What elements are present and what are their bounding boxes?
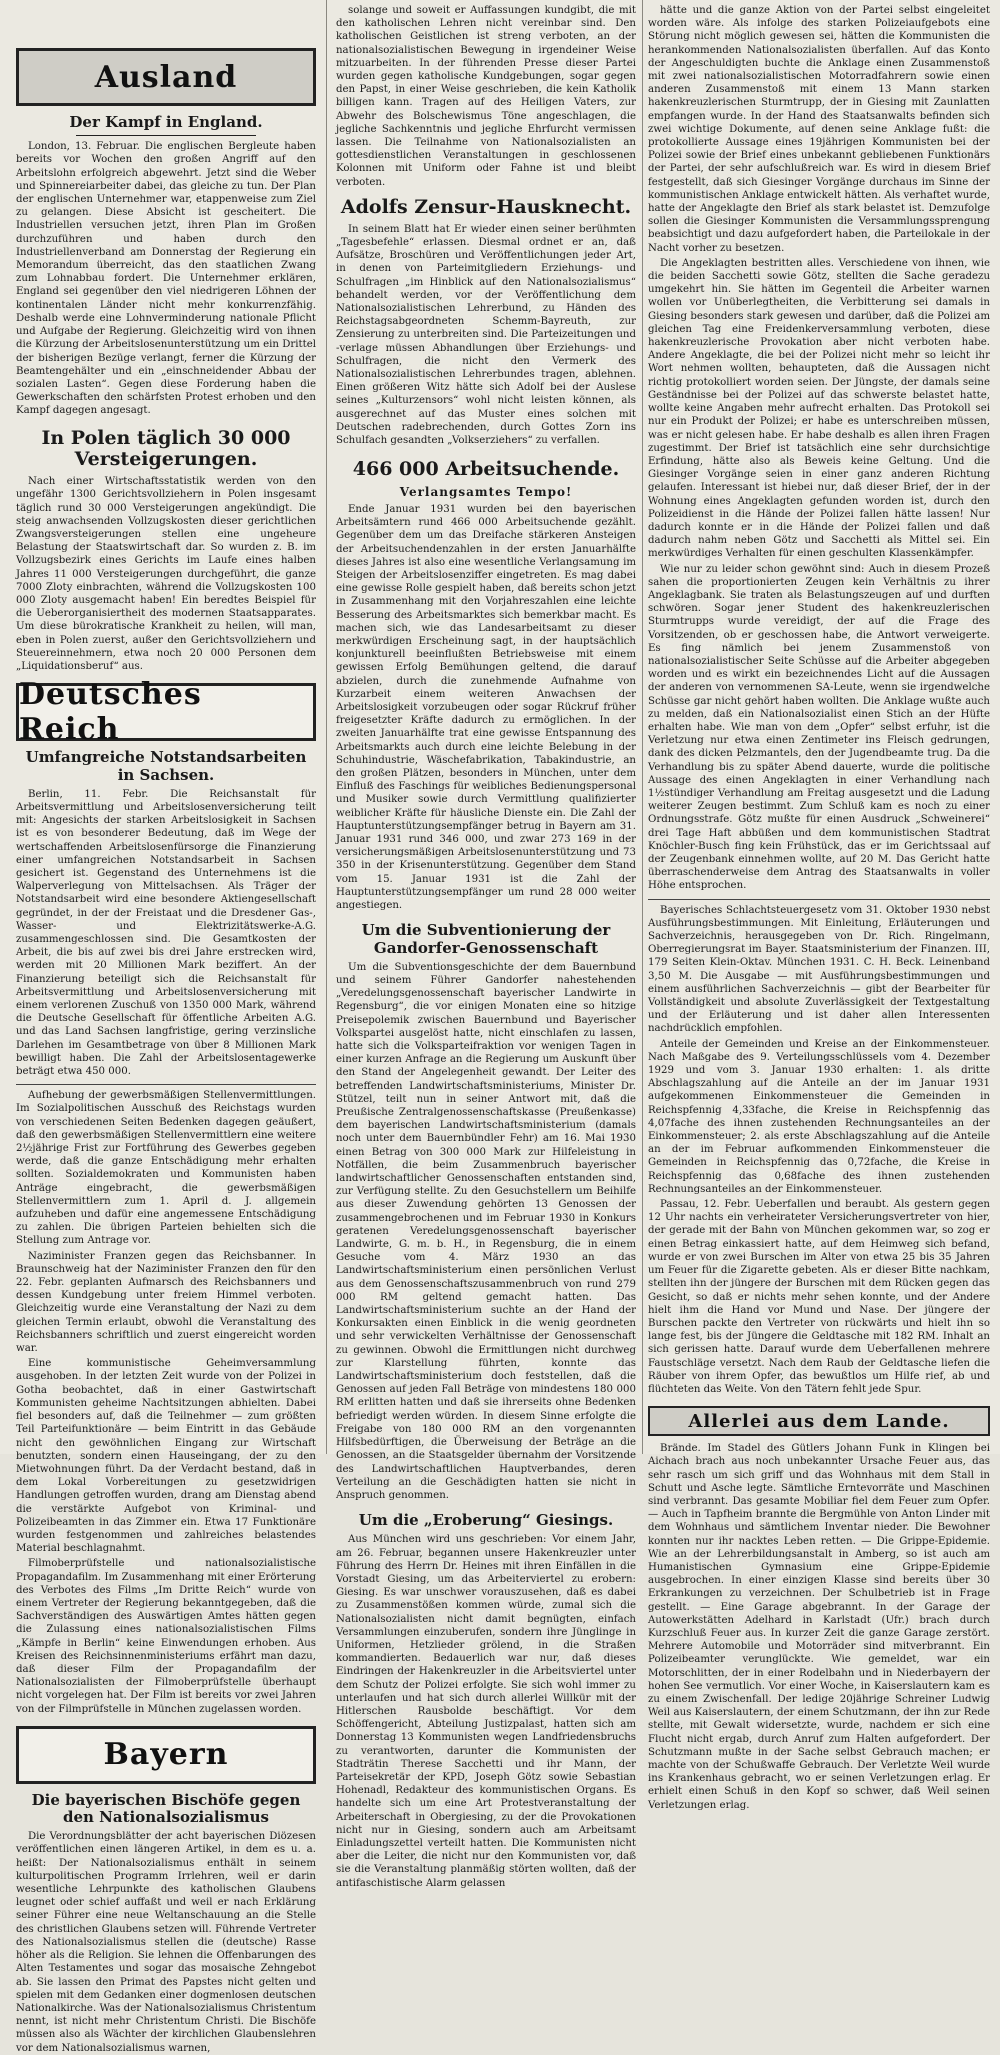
article-body: Aufhebung der gewerbsmäßigen Stellenvermittlungen. Im Sozialpolitischen Ausschuß des Reichstags wurden von verschiedenen Seiten Bedenken dagegen geäußert, daß den gewerbsmäßigen Stellenvermittlern eine weitere 2½jährige Frist zur Fortführung des Gewerbes gegeben werde, daß die ganze Entschädigung mehr erhalten sollten. Sozialdemokraten und Kommunisten haben Anträge eingebracht, die gewerbsmäßigen Stellenvermittlern zum 1. April d. J. allgemein aufzuheben und dafür eine angemessene Entschädigung zu zahlen. Die übrigen Parteien behielten sich die Stellung zum Antrage vor. [16,1090,316,1247]
section-header-ausland [16,48,316,106]
column-1 [16,0,316,2054]
article-body: Die Verordnungsblätter der acht bayerischen Diözesen veröffentlichen einen längeren Artikel, in dem es u. a. heißt: Der Nationalsozialismus enthält in seinem kulturpolitischen Programm Irrlehren, weil er darin wesentliche Lehrpunkte des katholischen Glaubens leugnet oder schief auffaßt und weil er nach Erklärung seiner Führer eine neue Weltanschauung an die Stelle des christlichen Glaubens setzen will. Führende Vertreter des Nationalsozialismus stellen die (deutsche) Rasse höher als die Religion. Sie lehnen die Offenbarungen des Alten Testamentes und sogar das mosaische Zehngebot ab. Sie lassen den Primat des Papstes nicht gelten und spielen mit dem Gedanken einer dogmenlosen deutschen Nationalkirche. Was der Nationalsozialismus Christentum nennt, ist nicht mehr Christentum Christi. Die Bischöfe müssen also als Wächter der kirchlichen Glaubenslehren vor dem Nationalsozialismus warnen, [16,1831,316,2054]
article-body: Anteile der Gemeinden und Kreise an der Einkommensteuer. Nach Maßgabe des 9. Verteilungsschlüssels vom 4. Dezember 1929 und vom 3. Januar 1930 erhalten: 1. als dritte Abschlagszahlung auf die Anteile an der im Januar 1931 aufgekommenen Einkommensteuer die Gemeinden in Reichspfennig 4,33fache, die Kreise in Reichspfennig das 4,07fache des ihnen zustehenden Rechnungsanteiles an der Einkommensteuer; 2. als erste Abschlagszahlung auf die Anteile an der im Februar aufkommenden Einkommensteuer die Gemeinden in Reichspfennig das 0,72fache, die Kreise in Reichspfennig das 0,68fache des ihnen zustehenden Rechnungsanteiles an der Einkommensteuer. [648,1038,990,1195]
section-title: Bayern [103,1737,229,1773]
article-body: Aus München wird uns geschrieben: Vor einem Jahr, am 26. Februar, begannen unsere Hakenkreuzler unter Führung des Herrn Dr. Heines mit ihren Einfällen in die Vorstadt Giesing, um das Arbeiterviertel zu erobern: Giesing. Es war unschwer vorauszusehen, daß es dabei zu Zusammenstößen kommen würde, zumal sich die Nationalsozialisten nicht damit begnügten, einfach Versammlungen einzuberufen, sondern ihre Jünglinge in Uniformen, Hetzlieder grölend, in die Straßen kommandierten. Bedauerlich war nur, daß dieses Eindringen der Hakenkreuzler in die Arbeitsviertel unter dem Schutz der Polizei erfolgte. Sie sich wohl immer zu unterlaufen und hat sich durch allerlei Willkür mit der Hitlerschen Rausbolde beschäftigt. Vor dem Schöffengericht, Abteilung Justizpalast, hatten sich am Donnerstag 13 Kommunisten wegen Landfriedensbruchs zu verantworten, darunter die Kommunisten der Stadträtin Therese Sacchetti und ihr Mann, der Parteisekretär der KPD, Joseph Götz sowie Sebastian Hohenadl, Redakteur des kommunistischen Organs. Es handelte sich um eine Art Protestveranstaltung der Arbeiterschaft in Obergiesing, zu der die Provokationen nicht nur in Giesing, sondern auch am Arbeitsamt Einladungszettel verteilt hatten. Die Kommunisten nicht aber die Leiter, die nicht nur den Kommunisten vor, daß sie die Veranstaltung planmäßig störten wollten, daß der antifaschistische Alarm gelassen [336,1534,636,1889]
section-title: Ausland [94,59,238,95]
section-title: Deutsches Reich [19,677,202,748]
headline: Um die „Eroberung“ Giesings. [358,1511,614,1530]
article-body: Berlin, 11. Febr. Die Reichsanstalt für Arbeitsvermittlung und Arbeitslosenversicherung teilt mit: Angesichts der starken Arbeitslosigkeit in Sachsen ist es von besonderer Bedeutung, daß im Wege der wertschaffenden Arbeitslosenfürsorge die Finanzierung einer umfangreichen Notstandsarbeit in Sachsen gesichert ist. Gegenstand des Unternehmens ist die Walperverlegung von Mittelsachsen. Als Träger der Notstandsarbeit wird eine besondere Aktiengesellschaft gegründet, in der der Freistaat und die Dresdener Gas-, Wasser- und Elektrizitätswerke-A.G. zusammengeschlossen sind. Die Gesamtkosten der Arbeit, die bis auf zwei bis drei Jahre erstrecken wird, werden mit 20 Millionen Mark beziffert. An der Finanzierung beteiligt sich die Reichsanstalt für Arbeitsvermittlung und Arbeitslosenversicherung mit einem verlorenen Zuschuß von 1350 000 Mark, während die Deutsche Gesellschaft für öffentliche Arbeiten A.G. und das Land Sachsen langfristige, gering verzinsliche Darlehen im Gesamtbetrage von über 8 Millionen Mark bewilligt haben. Die Zahl der Arbeitslosentagewerke beträgt etwa 450 000. [16,788,316,1078]
headline: In Polen täglich 30 000 Versteigerungen. [41,426,291,471]
article-body: Brände. Im Stadel des Gütlers Johann Funk in Klingen bei Aichach brach aus noch unbekannter Ursache Feuer aus, das sehr rasch um sich griff und das Wohnhaus mit dem Stall in Schutt und Asche legte. Sämtliche Erntevorräte und Maschinen sind verbrannt. Das gesamte Mobiliar fiel dem Feuer zum Opfer. — Auch in Tapfheim brannte die Bergmühle von Anton Linder mit dem Wohnhaus und sämtlichem Inventar nieder. Die Bewohner konnten nur ihr nacktes Leben retten. — Die Grippe-Epidemie. Wie an der Lehrerbildungsanstalt in Amberg, so ist auch am Humanistischen Gymnasium eine Grippe-Epidemie ausgebrochen. In einer einzigen Klasse sind bereits über 30 Erkrankungen zu verzeichnen. Der Schulbetrieb ist in Frage gestellt. — Eine Garage abgebrannt. In der Garage der Autowerkstätten Adelhard in Karlstadt (Ufr.) brach durch Kurzschluß Feuer aus. In kurzer Zeit die ganze Garage zerstört. Mehrere Automobile und Motorräder sind mitverbrannt. Ein Polizeibeamter verunglückte. Wie gemeldet, war ein Motorschlitten, der in einer Rodelbahn und in Niederbayern der hohen See vermutlich. Vor einer Woche, in Kaiserslautern kam es zu einem Zwischenfall. Der ledige 20jährige Schreiner Ludwig Weil aus Kaiserslautern, der einem Schutzmann, der ihn zur Rede stellte, mit Gewalt widersetzte, wurde, nachdem er sich eine Flucht nicht ergab, durch Anruf zum Halten aufgefordert. Der Schutzmann mußte in der Sache selbst Gebrauch machen; er machte von der Schußwaffe Gebrauch. Der Verletzte Weil wurde ins Krankenhaus gebracht, wo er seinen Verletzungen erlag. Er erhielt einen Schuß in den Kopf so schwer, daß Weil seinen Verletzungen erlag. [648,1443,990,1811]
section-title: Allerlei aus dem Lande. [688,1410,950,1432]
headline: Umfangreiche Notstandsarbeiten in Sachsen. [25,748,307,784]
article-body: Nach einer Wirtschaftsstatistik werden von den ungefähr 1300 Gerichtsvollziehern in Polen insgesamt täglich rund 30 000 Versteigerungen angekündigt. Die steig anwachsenden Vollzugskosten dieser gerichtlichen Zwangsversteigerungen stellen eine ungeheure Belastung der Staatswirtschaft dar. So wurden z. B. im Vollzugsbezirk eines Gerichts im Laufe eines halben Jahres 11 000 Versteigerungen durchgeführt, die ganze 7000 Zloty einbrachten, während die Vollzugskosten 100 000 Zloty ausgemacht haben! Ein beredtes Beispiel für die Ueberorganisiertheit des modernen Staatsapparates. Um diese bürokratische Krankheit zu heilen, will man, eben in Polen zuerst, außer den Gerichtsvollziehern und Steuereinnehmern, etwa noch 20 000 Personen dem „Liquidationsberuf“ aus. [16,476,316,673]
article-body: London, 13. Februar. Die englischen Bergleute haben bereits vor Wochen den großen Angriff auf den Arbeitslohn erfolgreich abgewehrt. Jetzt sind die Weber und Spinnereiarbeiter dabei, das gleiche zu tun. Der Plan der englischen Unternehmer war, etappenweise zum Ziel zu gelangen. Diese Absicht ist gescheitert. Die Industriellen versuchen jetzt, ihren Plan im Großen durchzuführen und haben durch den Industriellenverband am Donnerstag der Regierung ein Memorandum überreicht, das den staatlichen Zwang zum Lohnabbau fordert. Die Unternehmer erklären, England sei gegenüber den viel niedrigeren Löhnen der kontinentalen Länder nicht mehr konkurrenzfähig. Deshalb werde eine Lohnverminderung nationale Pflicht und Aufgabe der Regierung. Gleichzeitig wird von ihnen die Kürzung der Arbeitslosenunterstützung um ein Drittel der bisherigen Bezüge verlangt, ferner die Kürzung der Beamtengehälter und ein „einschneidender Abbau der sozialen Lasten“. Gegen diese Forderung haben die Gewerkschaften den schärfsten Protest erhoben und den Kampf dagegen angesagt. [16,141,316,417]
article-body: In seinem Blatt hat Er wieder einen seiner berühmten „Tagesbefehle“ erlassen. Diesmal ordnet er an, daß Aufsätze, Broschüren und Veröffentlichungen jeder Art, in denen von Parteimitgliedern Erziehungs- und Schulfragen „im Hinblick auf den Nationalsozialismus“ behandelt werden, vor der Veröffentlichung dem Nationalsozialistischen Lehrerbund, zu Händen des Reichstagsabgeordneten Schemm-Bayreuth, zur Zensierung zu unterbreiten sind. Die Parteizeitungen und -verlage müssen Abhandlungen über Erziehungs- und Schulfragen, die nicht den Vermerk des Nationalsozialistischen Lehrerbundes tragen, ablehnen. Einen größeren Witz hätte sich Adolf bei der Auslese seines „Kulturzensors“ wohl nicht leisten können, als ausgerechnet auf das Muster eines solchen mit Deutschen radebrechenden, durch Gottes Zorn ins Schulfach gesandten „Volkserziehers“ zu verfallen. [336,223,636,446]
column-rule [642,0,643,1454]
column-2 [336,0,636,1889]
column-3 [648,0,990,1811]
article-body: solange und soweit er Auffassungen kundgibt, die mit den katholischen Lehren nicht vereinbar sind. Den katholischen Geistlichen ist streng verboten, an der nationalsozialistischen Bewegung in irgendeiner Weise mitzuarbeiten. In der führenden Presse dieser Partei wurden gegen katholische Kundgebungen, sogar gegen den Papst, in einer Weise geschrieben, die kein Katholik billigen kann. Tragen auf des Heiligen Vaters, zur Abwehr des Bolschewismus Töne angeschlagen, die jegliche Sachkenntnis und jegliche Ehrfurcht vermissen lassen. Die Teilnahme von Nationalsozialisten an gottesdienstlichen Veranstaltungen in geschlossenen Kolonnen mit Uniform oder Fahne ist und bleibt verboten. [336,5,636,188]
section-header-bayern [16,1726,316,1784]
divider [16,1084,316,1085]
section-header-lande [648,1406,990,1436]
article-body: Bayerisches Schlachtsteuergesetz vom 31. Oktober 1930 nebst Ausführungsbestimmungen. Mit Einleitung, Erläuterungen und Sachverzeichnis, herausgegeben von Dr. Rich. Ringelmann, Oberregierungsrat im Bayer. Staatsministerium der Finanzen. III, 179 Seiten Klein-Oktav. München 1931. C. H. Beck. Leinenband 3,50 M. Die Ausgabe — mit Ausführungsbestimmungen und einem ausführlichen Sachverzeichnis — gibt der Bearbeiter für Vollständigkeit und absolute Zuverlässigkeit der Textgestaltung und der Erläuterung und ist daher allen Interessenten nachdrücklich empfohlen. [648,904,990,1035]
article-body: Filmoberprüfstelle und nationalsozialistische Propagandafilm. Im Zusammenhang mit einer Erörterung des Verbotes des Films „Im Dritte Reich“ wurde von einem Vertreter der Regierung bekanntgegeben, daß die Sachverständigen des Auswärtigen Amtes hätten gegen die Zulassung eines nationalsozialistischen Films „Kämpfe in Berlin“ keine Einwendungen erhoben. Aus Kreisen des Reichsinnenministeriums erfährt man dazu, daß dieser Film der Propagandafilm der Nationalsozialisten der Filmoberprüfstelle überhaupt nicht vorgelegen hat. Der Film ist bereits vor zwei Jahren von der Filmprüfstelle in München zugelassen worden. [16,1558,316,1715]
subheadline: Verlangsamtes Tempo! [399,484,573,499]
article-body: Um die Subventionsgeschichte der dem Bauernbund und seinem Führer Gandorfer nahestehenden „Veredelungsgenossenschaft bayerischer Landwirte in Regensburg“, die vor einigen Monaten eine so hitzige Preisepolemik zwischen Bauernbund und Bayerischer Volkspartei ausgelöst hatte, nicht einschlafen zu lassen, hatte sich die Volksparteifraktion vor wenigen Tagen in einer kurzen Anfrage an die Regierung um Auskunft über den Stand der Angelegenheit gewandt. Der Leiter des betreffenden Landwirtschaftsministeriums, Minister Dr. Stützel, teilt nun in seiner Antwort mit, daß die Preußische Zentralgenossenschaftskasse (Preußenkasse) dem bayerischen Landwirtschaftsministerium (damals noch unter dem Bauernbündler Fehr) am 16. Mai 1930 einen Betrag von 300 000 Mark zur Hilfeleistung in Notfällen, die beim Zusammenbruch bayerischer landwirtschaftlicher Genossenschaften entstanden sind, zur Verfügung stellte. Zu den Gesuchstellern um Beihilfe aus dieser Zuwendung gehörten 13 Genossen der zusammengebrochenen und im Februar 1930 in Konkurs geratenen Veredelungsgenossenschaft bayerischer Landwirte, G. m. b. H., in Regensburg, die in einem Gesuche vom 4. März 1930 an das Landwirtschaftsministerium einen persönlichen Verlust aus dem Genossenschaftszusammenbruch von rund 279 000 RM geltend gemacht hatten. Das Landwirtschaftsministerium suchte an der Hand der Konkursakten einen Einblick in die wenig geordneten und sehr verwickelten Verhältnisse der Genossenschaft zu gewinnen. Obwohl die Ermittlungen nicht durchweg zur Klarstellung führten, konnte das Landwirtschaftsministerium doch feststellen, daß die Genossen auf jeden Fall Beträge von mindestens 180 000 RM erlitten hatten und daß sie ihrerseits ohne Bedenken befriedigt werden würden. In diesem Sinne erfolgte die Freigabe von 180 000 RM an den vorgenannten Hilfsbedürftigen, die Überweisung der Beträge an die Genossen, an die Staatsgelder übernahm der Vorsitzende des Landwirtschaftlichen Hauptverbandes, deren Verteilung an die Geschädigten hatten sie nicht in Anspruch genommen. [336,961,636,1501]
article-body: Passau, 12. Febr. Ueberfallen und beraubt. Als gestern gegen 12 Uhr nachts ein verheirateter Versicherungsvertreter von hier, der gerade mit der Bahn von München gekommen war, so zog er einen Betrag einkassiert hatte, auf dem Heimweg sich befand, wurde er von zwei Burschen im Alter von etwa 25 bis 35 Jahren um Feuer für die Zigarette gebeten. Als er dieser Bitte nachkam, stellten ihn der jüngere der Burschen mit dem Rücken gegen das Gesicht, so daß er nichts mehr sehen konnte, und der Andere hielt ihm die Hand vor Mund und Nase. Der jüngere der Burschen packte den Vertreter von rückwärts und hielt ihn so lange fest, bis der Jüngere die Geldtasche mit 182 RM. Inhalt an sich gerissen hatte. Darauf wurde dem Ueberfallenen mehrere Faustschläge versetzt. Nach dem Raub der Geldtasche liefen die Räuber von ihrem Opfer, das bewußtlos um Hilfe rief, ab und flüchteten das Weite. Von den Tätern fehlt jede Spur. [648,1199,990,1395]
article-body: Ende Januar 1931 wurden bei den bayerischen Arbeitsämtern rund 466 000 Arbeitsuchende gezählt. Gegenüber dem um das Dreifache stärkeren Ansteigen der Arbeitsuchendenzahlen in der ersten Januarhälfte dieses Jahres ist also eine wesentliche Verlangsamung im Steigen der Arbeitslosenziffer eingetreten. Es mag dabei eine gewisse Rolle gespielt haben, daß bereits schon jetzt in Zusammenhang mit den Vorjahreszahlen eine leichte Besserung des Arbeitsmarktes sich bemerkbar macht. Es machen sich, wie das Landesarbeitsamt zu dieser merkwürdigen Erscheinung sagt, in der hauptsächlich konjunkturell beeinflußten Betriebsweise mit einem gewissen Erfolg Bemühungen geltend, die darauf abzielen, durch die zunehmende Aufnahme von Kurzarbeit einem weiteren Anwachsen der Arbeitslosigkeit vorzubeugen oder sogar Rückruf früher freigesetzter Kräfte dadurch zu ermöglichen. In der zweiten Januarhälfte trat eine gewisse Entspannung des Arbeitsmarkts auch durch eine leichte Belebung in der Schuhindustrie, Wäschefabrikation, Tabakindustrie, an den großen Plätzen, besonders in München, unter dem Einfluß des Faschings für weibliches Bedienungspersonal und Musiker sowie durch Vermittlung qualifizierter weiblicher Kräfte für häusliche Dienste ein. Die Zahl der Hauptunterstützungsempfänger betrug in Bayern am 31. Januar 1931 rund 346 000, und zwar 273 169 in der versicherungsmäßigen Arbeitslosenunterstützung und 73 350 in der Krisenunterstützung. Gegenüber dem Stand vom 15. Januar 1931 ist die Zahl der Hauptunterstützungsempfänger um rund 28 000 weiter angestiegen. [336,503,636,912]
headline: Die bayerischen Bischöfe gegen den Nationalsozialismus [31,1790,301,1827]
divider [76,135,256,136]
headline: Adolfs Zensur-Hausknecht. [340,195,632,218]
article-body: Die Angeklagten bestritten alles. Verschiedene von ihnen, wie die beiden Sacchetti sowie Götz, stellten die Sache geradezu umgekehrt hin. Sie hätten im Gegenteil die Arbeiter warnen wollen vor Unüberlegtheiten, die Verbitterung sei damals in Giesing besonders stark gewesen und darüber, daß die Polizei am gleichen Tag eine Freidenkerversammlung verboten, diese hakenkreuzlerische Provokation aber nicht verboten habe. Andere Angeklagte, die bei der Polizei nicht mehr so leicht ihr Wort nehmen wollten, behaupteten, daß die Aussagen nicht richtig protokolliert worden seien. Der Jüngste, der damals seine Geständnisse bei der Polizei auf das schwerste belastet hatte, wollte keine Angaben mehr aufrecht erhalten. Das Protokoll sei nur ein Produkt der Polizei; er habe es unterschreiben müssen, was er nicht gelesen habe. Er habe deshalb es allen ihren Fragen zugestimmt. Der Brief ist tatsächlich eine sehr durchsichtige Erfindung, hätte also als Beweis keine Geltung. Und die Giesinger Vorgänge seien in einer ganz anderen Richtung gelaufen. Interessant ist hiebei nur, daß dieser Brief, der in der Wohnung eines Angeklagten gefunden worden ist, durch den Polizeidienst in die Hände der Polizei fallen hätte lassen! Nur dadurch konnte er in die Hände der Polizei fallen und daß dadurch nahm neben Götz und Sacchetti als Mittel sei. Ein merkwürdiges Verhalten für einen geschulten Klassenkämpfer. [648,257,990,560]
column-rule [326,0,327,1454]
article-body: Eine kommunistische Geheimversammlung ausgehoben. In der letzten Zeit wurde von der Polizei in Gotha beobachtet, daß in einer Gastwirtschaft Kommunisten geheime Nachtsitzungen abhielten. Dabei fiel besonders auf, daß die Teilnehmer — zum größten Teil Parteifunktionäre — beim Eintritt in das Gebäude nicht den gewöhnlichen Eingang zur Wirtschaft benutzten, sondern einen Hauseingang, der zu den Mietwohnungen führt. Da der Verdacht bestand, daß in dem Lokal Vorbereitungen zu gesetzwidrigen Handlungen getroffen wurden, drang am Dienstag abend die verstärkte Aufgebot von Kriminal- und Polizeibeamten in das Zimmer ein. Etwa 17 Funktionäre wurden festgenommen und zahlreiches belastendes Material beschlagnahmt. [16,1358,316,1555]
divider [648,899,990,900]
section-header-deutsches-reich [16,677,316,748]
headline: Um die Subventionierung der Gandorfer-Genossenschaft [361,921,611,957]
article-body: Naziminister Franzen gegen das Reichsbanner. In Braunschweig hat der Naziminister Franzen den für den 22. Febr. geplanten Aufmarsch des Reichsbanners und dessen Kundgebung unter freiem Himmel verboten. Gleichzeitig wurde eine Veranstaltung der Nazi zu dem gleichen Termin erlaubt, obwohl die Veranstaltung des Reichsbanners schriftlich und zuerst eingereicht worden war. [16,1250,316,1355]
article-body: Wie nur zu leider schon gewöhnt sind: Auch in diesem Prozeß sahen die proportionierten Zeugen kein Verhältnis zu ihrer Angeklagbank. Sie traten als Belastungszeugen auf und durften schwören. Sogar jener Student des hakenkreuzlerischen Sturmtrupps wurde vereidigt, der auf die Frage des Vorsitzenden, ob er geschossen habe, die Antwort verweigerte. Es fing nämlich bei jenem Zusammenstoß von nationalsozialistischer Seite Schüsse auf die Arbeiter abgegeben worden und es wirkt ein bezeichnendes Licht auf die Aussagen der anderen von vernommenen SA-Leute, wenn sie irgendwelche Schüsse gar nicht gehört haben wollten. Die Anklage wußte auch zu melden, daß ein Nationalsozialist einen Stich an der Hüfte erhalten habe. Wie man von dem „Opfer“ selbst erfuhr, ist die Verletzung nur etwa einen Zentimeter ins Fleisch gedrungen, dank des dicken Pelzmantels, den der Jugendbeamte trug. Da die Verhandlung bis zu später Abend dauerte, wurde die politische Aussage des einen Angeklagten in einer Verhandlung nach 1½stündiger Verhandlung am Freitag ausgesetzt und die Ladung weiterer Zeugen bestimmt. Zum Schluß kam es noch zu einer Ordnungsstrafe. Götz mußte für einen Ausdruck „Schweinerei“ drei Tage Haft abbüßen und dem kommunistischen Stadtrat Knöchler-Busch fing kein Frühstück, das er im Gerichtssaal auf der Zeugenbank einnehmen wollte, auf 20 M. Das Gericht hatte überraschenderweise dem Antrag des Staatsanwalts in voller Höhe entsprochen. [648,563,990,892]
article-body: hätte und die ganze Aktion von der Partei selbst eingeleitet worden wäre. Als infolge des starken Polizeiaufgebots eine Störung nicht möglich gewesen sei, hätten die Kommunisten die herankommenden Nationalsozialisten überfallen. Auf das Konto der Angeschuldigten buchte die Anklage einen Zusammenstoß mit zwei nationalsozialistischen Motorradfahrern sowie einen anderen Zusammenstoß mit einem 13 Mann starken hakenkreuzlerischen Sturmtrupp, der in Giesing mit Zaunlatten empfangen wurde. In der Hand des Staatsanwalts befinden sich zwei wichtige Dokumente, auf denen seine Anklage fußt: die protokollierte Aussage eines 19jährigen Kommunisten bei der Polizei sowie der Brief eines unbekannt gebliebenen Funktionärs der Partei, der sehr aufschlußreich war. Es wird in diesem Brief festgestellt, daß sich Giesinger Vorgänge durchaus im Sinne der kommunistischen Anklage entwickelt hätten. Als verhaftet wurde, hatte der Angeklagte den Brief als stark belastet ist. Demzufolge sollen die Giesinger Kommunisten die Versammlungssprengung beabsichtigt und dazu aufgefordert haben, die Parteilokale in der Nacht vorher zu besetzen. [648,5,990,254]
headline: Der Kampf in England. [69,113,263,131]
headline: 466 000 Arbeitsuchende. [352,458,620,481]
